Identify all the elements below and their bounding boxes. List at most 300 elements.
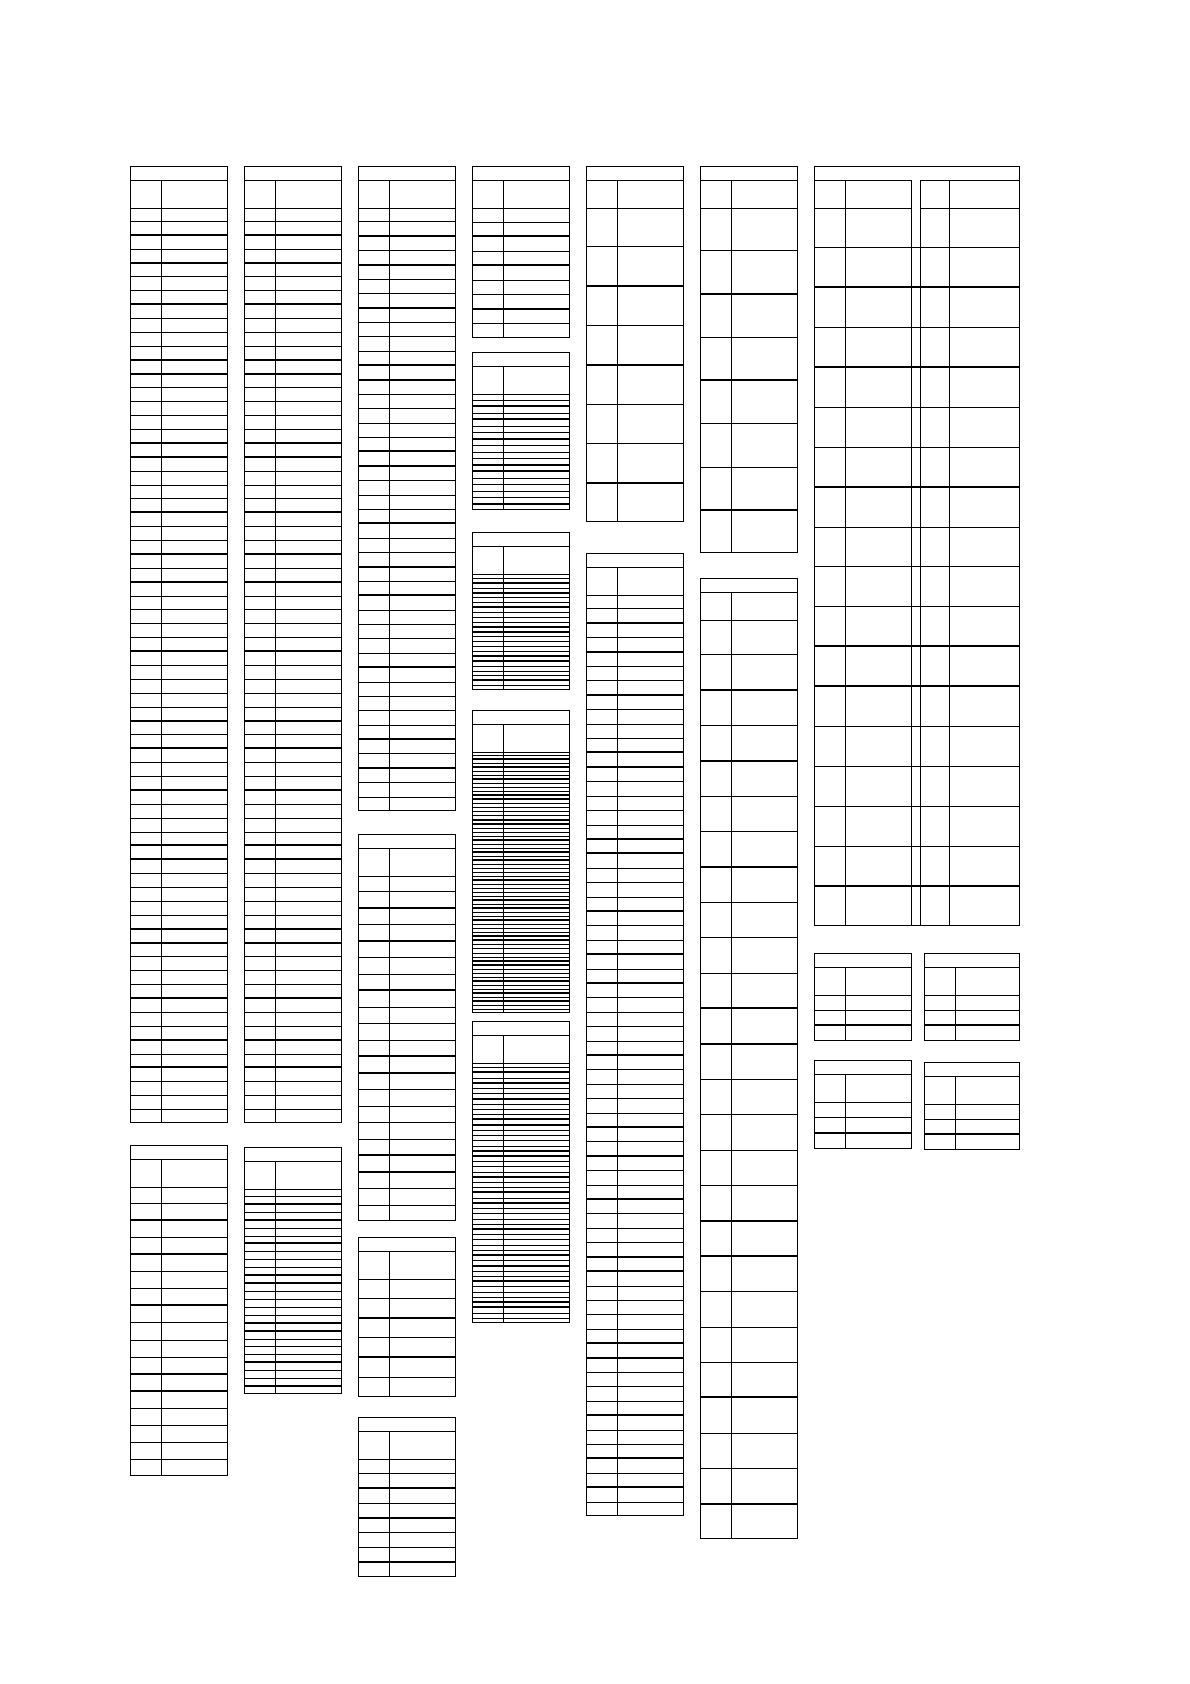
table-row (245, 472, 341, 486)
table-row (131, 749, 227, 763)
table-row (245, 569, 341, 583)
table-row (245, 999, 341, 1013)
table-row (359, 1206, 455, 1222)
table-row (587, 247, 683, 286)
table-row (925, 1026, 1019, 1042)
table-row (815, 995, 911, 1011)
table-row (131, 319, 227, 333)
table-row (131, 486, 227, 500)
table-row (359, 1459, 455, 1474)
table-row (245, 583, 341, 597)
table-row (131, 763, 227, 777)
table-row (701, 832, 797, 867)
table-row (131, 819, 227, 833)
table-row (359, 1563, 455, 1578)
data-table-t22 (924, 1062, 1020, 1150)
table-row (359, 467, 455, 481)
table-row (587, 725, 683, 739)
table-header-row (359, 1431, 455, 1460)
table-row (359, 280, 455, 294)
data-table-t16 (244, 1147, 342, 1394)
table-row (245, 222, 341, 236)
data-table-t20 (924, 953, 1020, 1041)
table-row (359, 266, 455, 280)
table-row (587, 998, 683, 1012)
table-title (473, 353, 569, 367)
table-row (131, 458, 227, 472)
data-table-t2 (244, 166, 342, 1123)
table-row (245, 666, 341, 680)
table-title (587, 167, 683, 181)
table-row (131, 361, 227, 375)
table-row (815, 847, 1019, 887)
table-row (701, 1328, 797, 1363)
table-title (359, 167, 455, 181)
table-row (245, 1347, 341, 1355)
data-table-t21 (814, 1060, 912, 1149)
table-row (245, 1229, 341, 1237)
table-row (587, 1099, 683, 1113)
table-row (245, 722, 341, 736)
table-row (587, 484, 683, 523)
data-table-t10 (586, 553, 684, 1516)
table-row (587, 840, 683, 854)
table-row (701, 655, 797, 690)
table-row (359, 582, 455, 596)
table-row (131, 1082, 227, 1096)
table-row (131, 805, 227, 819)
table-row (359, 726, 455, 740)
table-row (473, 252, 569, 267)
table-row (925, 1135, 1019, 1151)
table-row (359, 909, 455, 925)
table-row (245, 319, 341, 333)
table-row (131, 874, 227, 888)
table-row (131, 1409, 227, 1426)
table-title (245, 167, 341, 181)
table-row (245, 444, 341, 458)
table-row (359, 481, 455, 495)
table-row (701, 1186, 797, 1221)
table-row (587, 898, 683, 912)
table-row (131, 208, 227, 222)
table-row (131, 513, 227, 527)
table-header-row (473, 724, 569, 753)
table-row (245, 1082, 341, 1096)
table-row (587, 797, 683, 811)
table-row (359, 798, 455, 812)
table-row (701, 903, 797, 938)
table-row (359, 323, 455, 337)
table-row (587, 753, 683, 767)
table-row (587, 739, 683, 753)
table-row (701, 1151, 797, 1186)
table-row (359, 309, 455, 323)
table-row (925, 1120, 1019, 1136)
table-title (701, 579, 797, 593)
table-row (701, 620, 797, 655)
table-row (131, 222, 227, 236)
data-table-t9 (472, 532, 570, 690)
table-row (587, 667, 683, 681)
data-table-t17 (358, 1237, 456, 1397)
table-row (131, 250, 227, 264)
table-row (245, 1068, 341, 1082)
table-row (587, 1387, 683, 1401)
table-row (587, 287, 683, 326)
table-row (587, 1359, 683, 1373)
table-row (359, 1474, 455, 1489)
table-title (359, 1238, 455, 1252)
table-row (587, 826, 683, 840)
table-row (473, 295, 569, 310)
table-row (815, 408, 1019, 448)
table-row (359, 876, 455, 892)
table-row (587, 696, 683, 710)
table-row (245, 1300, 341, 1308)
table-row (131, 1323, 227, 1340)
table-row (587, 208, 683, 247)
table-row (131, 610, 227, 624)
table-row (131, 1013, 227, 1027)
table-row (587, 941, 683, 955)
table-row (245, 527, 341, 541)
table-row (131, 860, 227, 874)
table-row (245, 944, 341, 958)
table-row (815, 687, 1019, 727)
table-row (131, 791, 227, 805)
table-row (245, 888, 341, 902)
table-row (131, 1341, 227, 1358)
table-row (245, 499, 341, 513)
table-row (131, 472, 227, 486)
table-row (587, 638, 683, 652)
table-row (359, 925, 455, 941)
table-row (473, 505, 569, 512)
table-row (701, 1434, 797, 1469)
table-row (359, 668, 455, 682)
table-row (587, 1114, 683, 1128)
table-row (701, 1398, 797, 1433)
table-row (359, 1107, 455, 1123)
table-row (131, 333, 227, 347)
table-row (245, 1197, 341, 1205)
table-header-row (473, 180, 569, 209)
table-row (587, 653, 683, 667)
table-row (925, 1011, 1019, 1027)
table-row (815, 767, 1019, 807)
table-row (925, 1104, 1019, 1120)
table-row (587, 1330, 683, 1344)
table-row (245, 1387, 341, 1395)
table-row (131, 846, 227, 860)
table-row (815, 288, 1019, 328)
table-row (245, 277, 341, 291)
table-row (131, 722, 227, 736)
table-row (587, 1459, 683, 1473)
table-row (815, 807, 1019, 847)
data-table-t18 (358, 1417, 456, 1577)
table-row (473, 686, 569, 691)
table-row (131, 985, 227, 999)
table-row (131, 708, 227, 722)
table-row (245, 1340, 341, 1348)
table-row (587, 1056, 683, 1070)
table-row (701, 938, 797, 973)
table-row (473, 237, 569, 252)
table-row (131, 1027, 227, 1041)
table-row (245, 305, 341, 319)
table-row (131, 444, 227, 458)
table-row (359, 1173, 455, 1189)
table-row (245, 1355, 341, 1363)
table-row (245, 1237, 341, 1245)
table-row (131, 347, 227, 361)
table-row (701, 1115, 797, 1150)
table-row (359, 611, 455, 625)
table-row (245, 1324, 341, 1332)
table-header-row (701, 180, 797, 209)
table-title (815, 1061, 911, 1075)
table-row (131, 1289, 227, 1306)
table-row (359, 1339, 455, 1359)
table-header-row (701, 592, 797, 621)
table-row (587, 595, 683, 609)
table-row (359, 395, 455, 409)
table-row (245, 1316, 341, 1324)
table-title (587, 554, 683, 568)
table-row (473, 1319, 569, 1324)
data-table-t14 (358, 834, 456, 1221)
table-row (131, 416, 227, 430)
table-row (131, 1443, 227, 1460)
table-row (815, 647, 1019, 687)
table-row (245, 1363, 341, 1371)
table-row (815, 328, 1019, 368)
table-row (131, 833, 227, 847)
table-row (587, 1272, 683, 1286)
table-row (815, 1011, 911, 1027)
table-row (245, 291, 341, 305)
table-row (587, 609, 683, 623)
table-row (587, 1344, 683, 1358)
table-row (131, 1358, 227, 1375)
table-row (359, 539, 455, 553)
table-row (245, 1110, 341, 1124)
table-row (587, 1042, 683, 1056)
table-row (131, 971, 227, 985)
table-row (245, 264, 341, 278)
table-row (359, 654, 455, 668)
table-row (131, 291, 227, 305)
table-row (131, 236, 227, 250)
table-row (131, 375, 227, 389)
table-row (131, 388, 227, 402)
table-header-row (587, 567, 683, 596)
table-row (359, 625, 455, 639)
table-row (473, 223, 569, 238)
table-title (131, 167, 227, 181)
table-row (359, 991, 455, 1007)
table-row (587, 768, 683, 782)
table-row (587, 1402, 683, 1416)
table-row (587, 1488, 683, 1502)
table-row (815, 1134, 911, 1150)
table-row (815, 1118, 911, 1134)
table-row (359, 639, 455, 653)
table-row (701, 1222, 797, 1257)
table-row (359, 596, 455, 610)
table-row (359, 1319, 455, 1339)
table-row (131, 638, 227, 652)
table-row (473, 1010, 569, 1014)
table-row (815, 568, 1019, 608)
table-row (131, 1221, 227, 1238)
table-row (587, 811, 683, 825)
table-header-row (359, 848, 455, 877)
table-row (815, 448, 1019, 488)
table-row (701, 762, 797, 797)
table-row (701, 797, 797, 832)
table-row (245, 1013, 341, 1027)
table-row (245, 749, 341, 763)
table-row (131, 680, 227, 694)
table-title (815, 954, 911, 968)
table-row (359, 754, 455, 768)
table-row (359, 958, 455, 974)
table-row (587, 883, 683, 897)
table-row (131, 624, 227, 638)
table-row (701, 295, 797, 338)
table-title (359, 835, 455, 849)
table-title (473, 533, 569, 547)
table-row (245, 805, 341, 819)
table-row (701, 1257, 797, 1292)
table-header-row (245, 1161, 341, 1190)
table-row (245, 555, 341, 569)
table-row (245, 777, 341, 791)
table-row (131, 944, 227, 958)
table-header-row (245, 180, 341, 209)
table-row (245, 1055, 341, 1069)
table-row (587, 1085, 683, 1099)
table-row (359, 1279, 455, 1299)
table-row (701, 1080, 797, 1115)
table-row (359, 553, 455, 567)
table-row (131, 1238, 227, 1255)
table-row (587, 926, 683, 940)
table-row (245, 1252, 341, 1260)
table-row (245, 1284, 341, 1292)
table-row (473, 266, 569, 281)
table-row (131, 264, 227, 278)
table-row (131, 1426, 227, 1443)
table-row (359, 892, 455, 908)
table-row (131, 902, 227, 916)
table-row (245, 819, 341, 833)
table-row (131, 1041, 227, 1055)
table-row (245, 708, 341, 722)
data-table-t3 (358, 166, 456, 811)
table-row (245, 1041, 341, 1055)
table-row (131, 1272, 227, 1289)
table-header-row (131, 1159, 227, 1188)
table-title (815, 167, 1019, 181)
table-row (245, 763, 341, 777)
table-row (359, 683, 455, 697)
data-table-t8 (472, 352, 570, 510)
table-row (359, 1074, 455, 1090)
table-row (587, 681, 683, 695)
table-row (359, 524, 455, 538)
table-row (587, 1070, 683, 1084)
table-row (701, 511, 797, 554)
table-row (131, 735, 227, 749)
table-row (359, 740, 455, 754)
table-row (701, 381, 797, 424)
table-row (701, 868, 797, 903)
table-row (587, 710, 683, 724)
table-row (587, 1229, 683, 1243)
table-title (925, 1063, 1019, 1077)
table-row (587, 1416, 683, 1430)
table-row (359, 697, 455, 711)
table-row (587, 405, 683, 444)
table-row (245, 208, 341, 222)
table-row (587, 1171, 683, 1185)
table-row (359, 942, 455, 958)
table-row (245, 916, 341, 930)
table-row (701, 424, 797, 467)
table-row (131, 305, 227, 319)
table-row (359, 1299, 455, 1319)
table-row (245, 902, 341, 916)
table-row (359, 1533, 455, 1548)
table-row (701, 251, 797, 294)
table-row (131, 930, 227, 944)
table-row (359, 424, 455, 438)
table-header-row (815, 967, 911, 996)
table-row (131, 1392, 227, 1409)
table-row (815, 1102, 911, 1118)
table-row (131, 888, 227, 902)
table-row (359, 1008, 455, 1024)
table-row (131, 999, 227, 1013)
table-row (245, 957, 341, 971)
table-row (587, 854, 683, 868)
data-table-t15 (130, 1145, 228, 1476)
table-title (359, 1418, 455, 1432)
table-row (587, 984, 683, 998)
table-header-row (473, 546, 569, 575)
table-row (359, 1041, 455, 1057)
table-title (701, 167, 797, 181)
table-row (359, 496, 455, 510)
table-row (245, 985, 341, 999)
table-row (131, 1306, 227, 1323)
table-row (245, 375, 341, 389)
table-row (359, 1548, 455, 1563)
table-row (587, 1214, 683, 1228)
table-row (245, 347, 341, 361)
table-row (473, 208, 569, 223)
table-row (359, 1489, 455, 1504)
table-row (245, 735, 341, 749)
table-row (131, 541, 227, 555)
table-row (815, 528, 1019, 568)
table-row (587, 912, 683, 926)
table-row (131, 597, 227, 611)
